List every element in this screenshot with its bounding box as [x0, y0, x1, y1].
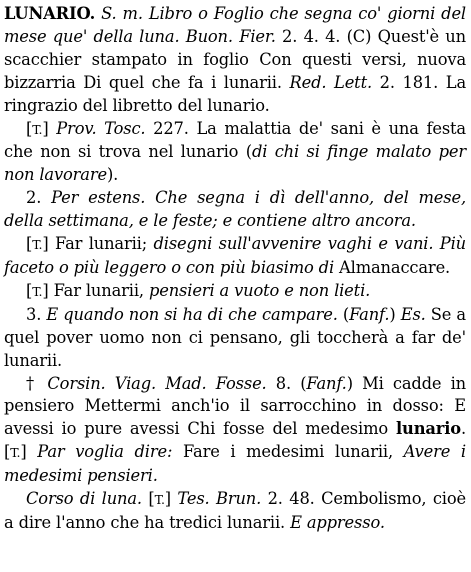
italic-text: Fanf.	[349, 304, 390, 324]
text-run: Fare i medesimi lunarii,	[172, 442, 404, 462]
bold-text: lunario	[395, 419, 461, 439]
italic-text: E appresso.	[290, 512, 385, 532]
italic-text: Avere i medesimi pensieri.	[4, 442, 466, 486]
text-run: †	[26, 373, 48, 393]
text-run: . [	[4, 419, 466, 462]
proverb-paragraph	[4, 118, 466, 188]
italic-text: E quando non si ha di che campare.	[46, 304, 338, 324]
italic-text: S. m. Libro o Foglio che segna co' giorni del mese que' della luna. Buon. Fier.	[4, 4, 466, 46]
sense-2-paragraph	[4, 187, 466, 233]
text-run: 2.	[26, 188, 52, 208]
text-run: 8. (	[266, 373, 307, 393]
idiom-far-lunarii-paragraph	[4, 233, 466, 280]
italic-text: Par voglia dire:	[37, 442, 173, 462]
italic-text: disegni sull'avvenire vaghi e vani. Più faceto o più leggero o con più biasimo di	[4, 234, 466, 277]
text-run: )	[389, 304, 401, 324]
small-caps-text: T.	[32, 283, 43, 299]
italic-text: Fanf.	[306, 373, 347, 393]
text-run: ] Far lunarii,	[42, 280, 149, 300]
italic-text: di chi si finge malato per non lavorare	[4, 142, 466, 185]
text-run: [	[141, 489, 155, 509]
text-run: [	[26, 234, 33, 254]
italic-text: Corso di luna.	[26, 489, 142, 509]
text-run: 227. La malattia de' sani è una festa che non si trova nel lunario (	[4, 118, 466, 162]
italic-text: Red. Lett.	[289, 72, 372, 92]
text-run: ) Mi cadde in pensiero Mettermi anch'io il sarrocchino in dosso: E avessi io pure avessi Chi fosse del medesimo	[4, 373, 466, 439]
sense-3-paragraph	[4, 304, 466, 373]
text-run: [	[26, 118, 33, 138]
corso-di-luna-paragraph	[4, 488, 466, 535]
text-run: [	[26, 280, 33, 300]
text-run: ]	[42, 118, 57, 138]
text-run: 2. 181. La ringrazio del libretto del lunario.	[4, 72, 467, 115]
text-run: 3.	[26, 304, 47, 324]
small-caps-text: T.	[10, 445, 21, 461]
text-run: ).	[106, 165, 119, 185]
text-run: ]	[164, 489, 178, 509]
italic-text: Es.	[400, 304, 426, 324]
italic-text: Corsin. Viag. Mad. Fosse.	[47, 373, 267, 393]
text-run: Se a quel pover uomo non ci pensano, gli toccherà a far de' lunarii.	[4, 304, 466, 370]
italic-text: pensieri a vuoto e non lieti.	[148, 280, 371, 300]
citation-corsini-paragraph	[4, 373, 466, 489]
idiom-pensieri-paragraph	[4, 280, 466, 304]
italic-text: Per estens. Che segna i dì dell'anno, del mese, della settimana, e le feste; e contiene altro ancora.	[4, 188, 466, 231]
small-caps-text: T.	[32, 237, 43, 253]
text-run: (	[337, 304, 350, 324]
text-run: 2. 48. Cembolismo, cioè a dire l'anno che ha tredici lunarii.	[4, 489, 466, 532]
small-caps-text: T.	[32, 121, 43, 137]
bold-text: LUNARIO.	[4, 4, 96, 23]
text-run: Almanaccare.	[334, 257, 451, 277]
italic-text: Tes. Brun.	[177, 489, 262, 509]
definition-paragraph	[4, 3, 466, 118]
small-caps-text: T.	[154, 492, 165, 508]
text-run: ]	[20, 442, 38, 462]
text-run: 2. 4. 4. (C) Quest'è un scacchier stampato in foglio Con questi versi, nuova bizzarria Di quel che fa i lunarii.	[4, 26, 466, 92]
italic-text: Prov. Tosc.	[56, 118, 146, 138]
text-run: ] Far lunarii;	[42, 234, 154, 254]
